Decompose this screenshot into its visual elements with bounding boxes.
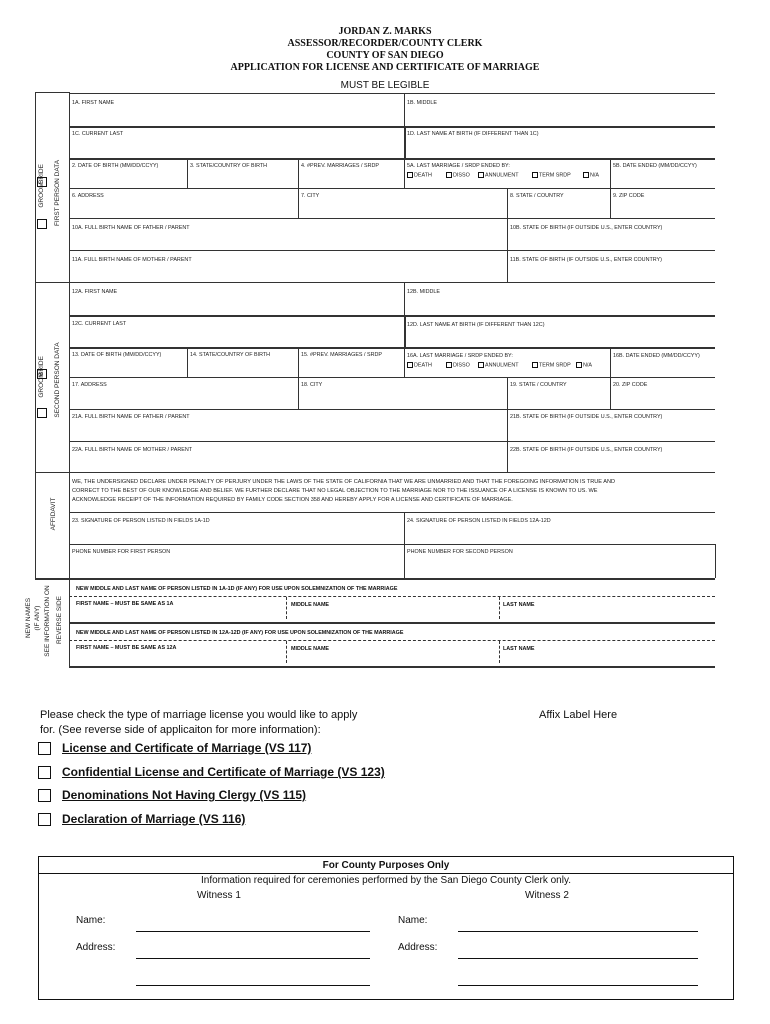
rule <box>69 377 715 378</box>
new-first-name-2[interactable]: FIRST NAME – MUST BE SAME AS 12A <box>76 645 177 651</box>
field-16b-date-ended[interactable]: 16B. DATE ENDED (MM/DD/CCYY) <box>613 353 700 359</box>
rule <box>404 347 405 377</box>
rule <box>507 218 508 250</box>
rule <box>507 377 508 409</box>
option-term-srdp[interactable] <box>532 362 571 368</box>
option-death[interactable] <box>407 172 432 178</box>
rule <box>298 188 299 218</box>
field-7-city[interactable]: 7. CITY <box>301 193 320 199</box>
rule <box>507 250 508 282</box>
field-22a-mother-name[interactable]: 22A. FULL BIRTH NAME OF MOTHER / PARENT <box>72 447 193 453</box>
death-checkbox[interactable] <box>407 172 413 178</box>
rule <box>298 377 299 409</box>
rule <box>69 126 715 128</box>
field-13-date-of-birth[interactable]: 13. DATE OF BIRTH (MM/DD/CCYY) <box>72 352 162 358</box>
death-label: DEATH <box>414 172 432 179</box>
witness-2-address-line-2[interactable] <box>458 985 698 986</box>
field-12c-current-last[interactable]: 12C. CURRENT LAST <box>72 321 127 327</box>
field-23-signature-first[interactable]: 23. SIGNATURE OF PERSON LISTED IN FIELDS 1A-1D <box>72 518 210 524</box>
rule <box>404 282 405 315</box>
affidavit-left-border <box>35 472 36 578</box>
field-10b-father-state[interactable]: 10B. STATE OF BIRTH (IF OUTSIDE U.S., ENTER COUNTRY) <box>510 225 663 231</box>
rule <box>298 158 299 188</box>
license-vs123-label[interactable]: Confidential License and Certificate of Marriage (VS 123) <box>62 765 385 779</box>
field-1b-middle[interactable]: 1B. MIDDLE <box>407 100 437 106</box>
first-person-groom-label: GROOM <box>38 182 45 208</box>
witness-2-address-label: Address: <box>398 942 438 953</box>
field-11a-mother-name[interactable]: 11A. FULL BIRTH NAME OF MOTHER / PARENT <box>72 257 192 263</box>
field-12b-middle[interactable]: 12B. MIDDLE <box>407 289 440 295</box>
witness-2-name-line[interactable] <box>458 931 698 932</box>
rule <box>69 596 715 597</box>
rule <box>507 188 508 218</box>
affidavit-divider <box>69 472 70 578</box>
field-1c-current-last[interactable]: 1C. CURRENT LAST <box>72 131 124 137</box>
field-21b-father-state[interactable]: 21B. STATE OF BIRTH (IF OUTSIDE U.S., ENTER COUNTRY) <box>510 414 663 420</box>
option-disso[interactable] <box>446 362 470 368</box>
rule <box>69 441 715 442</box>
new-names-side-4: REVERSE SIDE <box>56 595 63 645</box>
rule <box>69 409 715 410</box>
rule <box>187 347 188 377</box>
second-person-groom-label: GROOM <box>38 372 45 398</box>
header-assessor-name: JORDAN Z. MARKS <box>338 26 432 37</box>
field-11b-mother-state[interactable]: 11B. STATE OF BIRTH (IF OUTSIDE U.S., ENTER COUNTRY) <box>510 257 662 263</box>
field-6-address[interactable]: 6. ADDRESS <box>72 193 104 199</box>
rule <box>69 622 715 624</box>
field-8-state-country[interactable]: 8. STATE / COUNTRY <box>510 193 564 199</box>
term-srdp-checkbox[interactable] <box>532 362 538 368</box>
field-18-city[interactable]: 18. CITY <box>301 382 323 388</box>
witness-1-heading: Witness 1 <box>197 890 241 901</box>
first-person-side-title: FIRST PERSON DATA <box>54 159 61 227</box>
field-5a-last-marriage-ended-by: 5A. LAST MARRIAGE / SRDP ENDED BY: <box>407 163 510 169</box>
first-person-top-rule <box>35 92 69 93</box>
annulment-label: ANNULMENT <box>485 362 519 369</box>
rule <box>69 218 715 219</box>
option-term-srdp[interactable] <box>532 172 571 178</box>
annulment-label: ANNULMENT <box>485 172 519 179</box>
new-names-side-2: (IF ANY) <box>34 605 41 631</box>
term-srdp-checkbox[interactable] <box>532 172 538 178</box>
option-na[interactable] <box>576 362 592 368</box>
field-phone-first[interactable]: PHONE NUMBER FOR FIRST PERSON <box>72 549 171 555</box>
death-label: DEATH <box>414 362 432 369</box>
field-19-state-country[interactable]: 19. STATE / COUNTRY <box>510 382 567 388</box>
license-instruction-line-2: for. (See reverse side of applicaiton for more information): <box>40 724 321 736</box>
witness-1-name-label: Name: <box>76 915 106 926</box>
license-instruction-line-1: Please check the type of marriage license you would like to apply <box>40 709 358 721</box>
rule <box>35 282 715 283</box>
first-person-left-border <box>35 92 36 282</box>
rule <box>69 315 715 317</box>
rule <box>286 597 287 619</box>
field-17-address[interactable]: 17. ADDRESS <box>72 382 107 388</box>
rule <box>69 158 715 160</box>
new-last-name-1[interactable]: LAST NAME <box>503 602 535 608</box>
rule <box>69 188 715 189</box>
license-vs115-label[interactable]: Denominations Not Having Clergy (VS 115) <box>62 788 307 802</box>
disso-label: DISSO <box>453 172 470 179</box>
option-annulment[interactable] <box>478 362 519 368</box>
option-annulment[interactable] <box>478 172 519 178</box>
field-phone-second[interactable]: PHONE NUMBER FOR SECOND PERSON <box>407 549 513 555</box>
field-5b-date-ended[interactable]: 5B. DATE ENDED (MM/DD/CCYY) <box>613 163 697 169</box>
rule <box>610 188 611 218</box>
witness-2-name-label: Name: <box>398 915 428 926</box>
field-14-state-country-of-birth[interactable]: 14. STATE/COUNTRY OF BIRTH <box>190 352 271 358</box>
death-checkbox[interactable] <box>407 362 413 368</box>
license-vs123-checkbox[interactable] <box>38 766 51 779</box>
rule <box>610 347 611 377</box>
must-be-legible-note: MUST BE LEGIBLE <box>340 80 430 91</box>
witness-2-heading: Witness 2 <box>525 890 569 901</box>
affidavit-side-title: AFFIDAVIT <box>50 497 57 531</box>
rule <box>187 158 188 188</box>
rule <box>69 250 715 251</box>
rule <box>507 441 508 472</box>
rule <box>404 93 405 126</box>
witness-2-address-line[interactable] <box>458 958 698 959</box>
rule <box>286 641 287 663</box>
rule <box>404 512 405 578</box>
disso-checkbox[interactable] <box>446 172 452 178</box>
first-person-divider <box>69 92 70 282</box>
na-checkbox[interactable] <box>576 362 582 368</box>
na-label: N/A <box>583 362 592 369</box>
annulment-checkbox[interactable] <box>478 362 484 368</box>
field-15-prev-marriages[interactable]: 15. #PREV. MARRIAGES / SRDP <box>301 352 382 358</box>
witness-1-address-line-2[interactable] <box>136 985 370 986</box>
new-names-side-3: SEE INFORMATION ON <box>44 585 51 657</box>
term-srdp-label: TERM SRDP <box>539 362 571 369</box>
header-county: COUNTY OF SAN DIEGO <box>326 50 444 61</box>
rule <box>38 873 734 874</box>
rule <box>35 578 715 580</box>
witness-1-address-line[interactable] <box>136 958 370 959</box>
county-box-title: For County Purposes Only <box>322 860 450 871</box>
new-names-heading-1: NEW MIDDLE AND LAST NAME OF PERSON LISTED IN 1A-1D (IF ANY) FOR USE UPON SOLEMNIZATION OF THE MARRIAGE <box>76 586 398 592</box>
field-12a-first-name[interactable]: 12A. FIRST NAME <box>72 289 118 295</box>
witness-1-address-label: Address: <box>76 942 116 953</box>
rule <box>404 315 406 347</box>
field-1d-last-name-at-birth[interactable]: 1D. LAST NAME AT BIRTH (IF DIFFERENT THAN 1C) <box>407 131 539 137</box>
na-checkbox[interactable] <box>583 172 589 178</box>
rule <box>404 158 405 188</box>
first-person-bride-checkbox[interactable] <box>37 177 47 187</box>
field-20-zip-code[interactable]: 20. ZIP CODE <box>613 382 648 388</box>
first-person-bride-label: BRIDE <box>38 164 45 184</box>
new-first-name-1[interactable]: FIRST NAME – MUST BE SAME AS 1A <box>76 601 174 607</box>
new-names-side-1: NEW NAMES <box>25 597 32 639</box>
form-title: APPLICATION FOR LICENSE AND CERTIFICATE OF MARRIAGE <box>230 62 540 73</box>
rule <box>69 512 715 513</box>
second-person-bride-label: BRIDE <box>38 356 45 376</box>
rule <box>610 377 611 409</box>
rule <box>69 640 715 641</box>
license-vs116-label[interactable]: Declaration of Marriage (VS 116) <box>62 812 246 826</box>
header-office: ASSESSOR/RECORDER/COUNTY CLERK <box>287 38 483 49</box>
na-label: N/A <box>590 172 599 179</box>
field-16a-last-marriage-ended-by: 16A. LAST MARRIAGE / SRDP ENDED BY: <box>407 353 513 359</box>
witness-1-name-line[interactable] <box>136 931 370 932</box>
field-9-zip-code[interactable]: 9. ZIP CODE <box>613 193 645 199</box>
disso-label: DISSO <box>453 362 470 369</box>
field-12d-last-name-at-birth[interactable]: 12D. LAST NAME AT BIRTH (IF DIFFERENT THAN 12C) <box>407 322 545 328</box>
term-srdp-label: TERM SRDP <box>539 172 571 179</box>
field-10a-father-name[interactable]: 10A. FULL BIRTH NAME OF FATHER / PARENT <box>72 225 190 231</box>
second-person-left-border <box>35 282 36 472</box>
field-22b-mother-state[interactable]: 22B. STATE OF BIRTH (IF OUTSIDE U.S., ENTER COUNTRY) <box>510 447 663 453</box>
affidavit-line-3: ACKNOWLEDGE RECEIPT OF THE INFORMATION REQUIRED BY FAMILY CODE SECTION 358 AND HEREBY APPLY FOR A LICENSE AND CERTIFICATE OF MARRIAGE. <box>72 497 513 503</box>
new-middle-name-1[interactable]: MIDDLE NAME <box>291 602 330 608</box>
first-person-groom-checkbox[interactable] <box>37 219 47 229</box>
rule <box>69 666 715 668</box>
second-person-side-title: SECOND PERSON DATA <box>54 342 61 418</box>
field-3-state-country-of-birth[interactable]: 3. STATE/COUNTRY OF BIRTH <box>190 163 268 169</box>
license-vs116-checkbox[interactable] <box>38 813 51 826</box>
rule <box>69 347 715 349</box>
county-box-subtitle: Information required for ceremonies performed by the San Diego County Clerk only. <box>201 875 571 886</box>
license-vs115-checkbox[interactable] <box>38 789 51 802</box>
rule <box>298 347 299 377</box>
affix-label-here: Affix Label Here <box>539 709 618 721</box>
option-death[interactable] <box>407 362 432 368</box>
rule <box>69 93 715 94</box>
field-21a-father-name[interactable]: 21A. FULL BIRTH NAME OF FATHER / PARENT <box>72 414 190 420</box>
annulment-checkbox[interactable] <box>478 172 484 178</box>
second-person-groom-checkbox[interactable] <box>37 408 47 418</box>
rule <box>69 544 715 545</box>
field-4-prev-marriages[interactable]: 4. #PREV. MARRIAGES / SRDP <box>301 163 379 169</box>
rule <box>499 597 500 619</box>
affidavit-line-1: WE, THE UNDERSIGNED DECLARE UNDER PENALTY OF PERJURY UNDER THE LAWS OF THE STATE OF CALIFORNIA THAT WE ARE UNMARRIED AND THAT THE FOREGOING INFORMATION IS TRUE AND <box>72 479 616 485</box>
affidavit-statement <box>72 478 712 505</box>
option-na[interactable] <box>583 172 599 178</box>
affidavit-line-2: CORRECT TO THE BEST OF OUR KNOWLEDGE AND BELIEF. WE FURTHER DECLARE THAT NO LEGAL OBJECTION TO THE MARRIAGE NOR TO THE ISSUANCE OF A LICENSE IS KNOWN TO US. WE <box>72 488 598 494</box>
rule <box>499 641 500 663</box>
disso-checkbox[interactable] <box>446 362 452 368</box>
license-vs117-label[interactable]: License and Certificate of Marriage (VS 117) <box>62 741 312 755</box>
rule <box>610 158 611 188</box>
rule <box>404 126 406 158</box>
second-person-bride-checkbox[interactable] <box>37 369 47 379</box>
new-names-heading-2: NEW MIDDLE AND LAST NAME OF PERSON LISTED IN 12A-12D (IF ANY) FOR USE UPON SOLEMNIZATION OF THE MARRIAGE <box>76 630 404 636</box>
new-middle-name-2[interactable]: MIDDLE NAME <box>291 646 330 652</box>
new-last-name-2[interactable]: LAST NAME <box>503 646 535 652</box>
license-vs117-checkbox[interactable] <box>38 742 51 755</box>
rule <box>35 472 715 473</box>
rule <box>715 544 716 578</box>
field-2-date-of-birth[interactable]: 2. DATE OF BIRTH (MM/DD/CCYY) <box>72 163 159 169</box>
field-24-signature-second[interactable]: 24. SIGNATURE OF PERSON LISTED IN FIELDS 12A-12D <box>407 518 551 524</box>
field-1a-first-name[interactable]: 1A. FIRST NAME <box>72 100 115 106</box>
option-disso[interactable] <box>446 172 470 178</box>
rule <box>507 409 508 441</box>
